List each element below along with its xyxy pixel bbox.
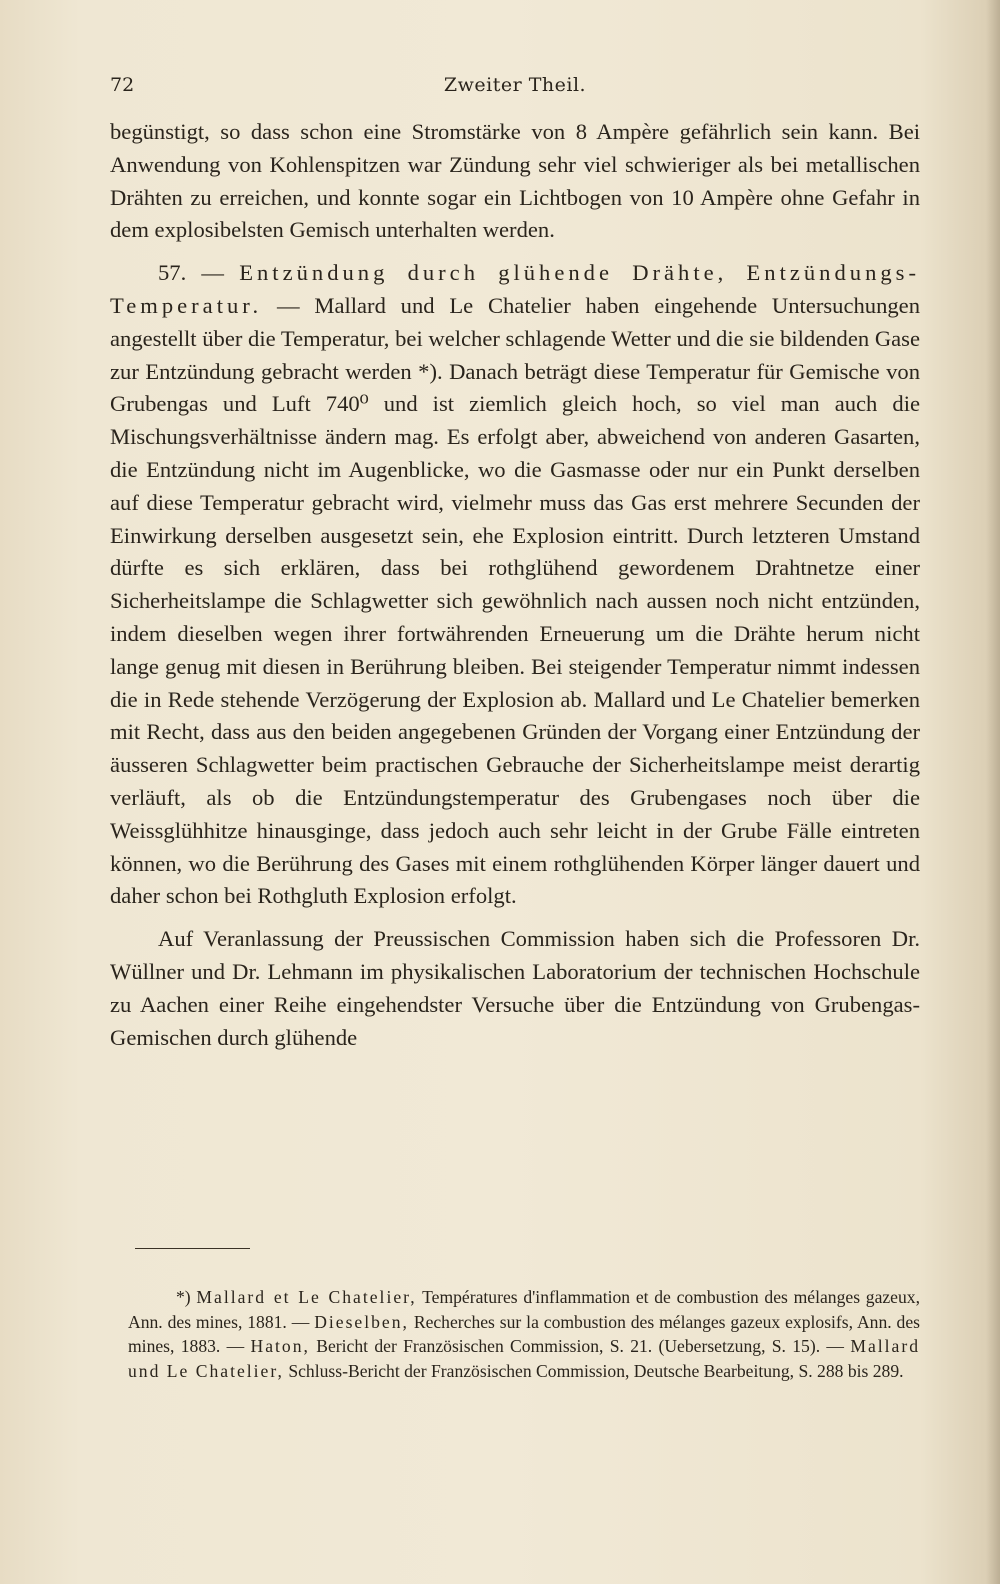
section-number: 57. — <box>158 260 225 286</box>
footnote-author-4: Mallard und Le Chatelier, <box>128 1336 921 1381</box>
page-header <box>110 74 920 106</box>
page-number: 72 <box>110 74 135 96</box>
footnote-text-1: Températures d'inflammation et de combustion des mélanges gazeux, Ann. des mines, 1881. — <box>128 1287 920 1332</box>
footnote-text-3: Bericht der Französischen Commission, S. 21. (Uebersetzung, S. 15). — <box>316 1336 844 1357</box>
paragraph-continuation: begünstigt, so dass schon eine Stromstärke von 8 Ampère gefährlich sein kann. Bei Anwendung von Kohlenspitzen war Zündung sehr viel schwieriger als bei metallischen Drähten zu erreichen, und konnte sogar ein Lichtbogen von 10 Ampère ohne Gefahr in dem explosibelsten Gemisch unterhalten werden. <box>110 119 920 243</box>
page-edge-shadow <box>986 0 1000 1584</box>
footnote-text-2: Recherches sur la combustion des mélanges gazeux explosifs, Ann. des mines, 1883. — <box>128 1311 920 1357</box>
paragraph-commission: Auf Veranlassung der Preussischen Commission haben sich die Professoren Dr. Wüllner und Dr. Lehmann im physikalischen Laboratorium der technischen Hochschule zu Aachen einer Reihe eingehendster Versuche über die Entzündung von Grubengas-Gemischen durch glühende <box>110 926 920 1050</box>
footnote-rule <box>135 1248 250 1249</box>
footnote-text-4: Schluss-Bericht der Französischen Commission, Deutsche Bearbeitung, S. 288 bis 289. <box>288 1360 904 1381</box>
section-57-paragraph <box>110 257 920 913</box>
footnote-author-1: Mallard et Le Chatelier, <box>196 1287 417 1307</box>
footnote-marker: *) <box>176 1287 191 1307</box>
section-heading: Entzündung durch glühende Drähte, Entzündungs-Temperatur. <box>110 260 920 318</box>
running-head: Zweiter Theil. <box>443 74 587 96</box>
body-text <box>110 116 920 1054</box>
footnote-author-3: Haton, <box>250 1336 310 1357</box>
section-body: — Mallard und Le Chatelier haben eingehende Untersuchungen angestellt über die Temperatur, bei welcher schlagende Wetter und die sie bildenden Gase zur Entzündung gebracht werden *). Danach beträgt diese Temperatur für Gemische von Grubengas und Luft 740⁰ und ist ziemlich gleich hoch, so viel man auch die Mischungsverhältnisse ändern mag. Es erfolgt aber, abweichend von anderen Gasarten, die Entzündung nicht im Augenblicke, wo die Gasmasse oder nur ein Punkt derselben auf diese Temperatur gebracht wird, vielmehr muss das Gas erst mehrere Secunden der Einwirkung derselben ausgesetzt sein, ehe Explosion eintritt. Durch letzteren Umstand dürfte es sich erklären, dass bei rothglühend gewordenem Drahtnetze einer Sicherheitslampe die Schlagwetter sich gewöhnlich nach aussen noch nicht entzünden, indem dieselben wegen ihrer fortwährenden Erneuerung um die Drähte herum nicht lange genug mit diesen in Berührung bleiben. Bei steigender Temperatur nimmt indessen die in Rede stehende Verzögerung der Explosion ab. Mallard und Le Chatelier bemerken mit Recht, dass aus den beiden angegebenen Gründen der Vorgang einer Entzündung der äusseren Schlagwetter beim practischen Gebrauche der Sicherheitslampe meist derartig verläuft, als ob die Entzündungstemperatur des Grubengases noch über die Weissglühhitze hinausginge, dass jedoch auch sehr leicht in der Grube Fälle eintreten können, wo die Berührung des Gases mit einem rothglühenden Körper länger dauert und daher schon bei Rothgluth Explosion erfolgt. <box>110 292 920 909</box>
footnote <box>128 1285 920 1383</box>
footnote-author-2: Dieselben, <box>314 1311 409 1332</box>
